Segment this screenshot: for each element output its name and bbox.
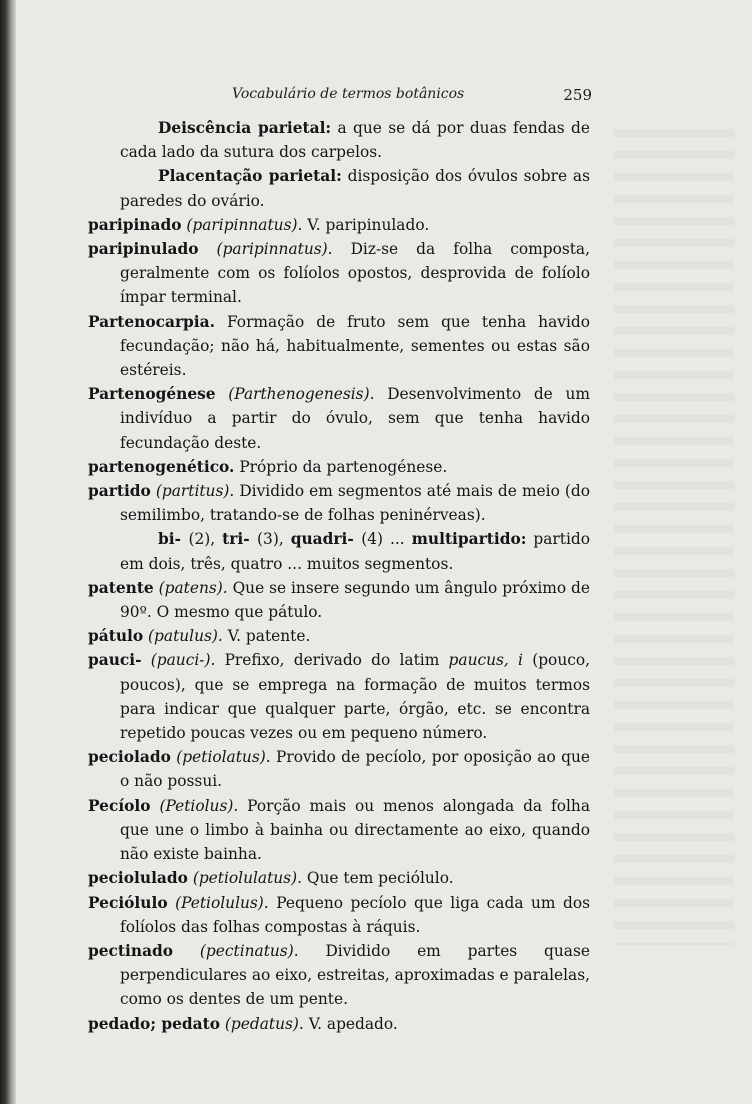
entry-definition: disposição dos óvulos sobre as paredes do ovário.	[120, 167, 590, 210]
entry-latin: (paripinnatus).	[181, 215, 303, 234]
entry-definition: a que se dá por duas fendas de cada lado da sutura dos carpelos.	[120, 119, 590, 162]
entry-definition: Diz-se da folha composta, geralmente com os folíolos opostos, desprovida de folíolo ímpar terminal.	[120, 240, 590, 307]
glossary-entry	[88, 479, 590, 527]
glossary-entry	[88, 213, 590, 237]
entry-term: tri-	[222, 530, 258, 549]
glossary-entry	[88, 794, 590, 867]
glossary-entry	[88, 939, 590, 1012]
entry-term: patente	[88, 578, 154, 597]
book-spine-shadow	[0, 0, 16, 1104]
entry-term: peciolado	[88, 748, 171, 767]
entry-latin: (patulus).	[143, 627, 223, 646]
entry-term: peciolulado	[88, 869, 188, 888]
glossary-entry	[88, 576, 590, 624]
entry-definition: (pouco, poucos), que se emprega na formação de muitos termos para indicar que qualquer parte, órgão, etc. se encontra repetido poucas vezes ou em pequeno número.	[120, 651, 591, 743]
entry-definition: V. patente.	[222, 627, 311, 646]
entry-term: Peciólulo	[88, 893, 168, 912]
entry-definition: Dividido em segmentos até mais de meio (do semilimbo, tratando-se de folhas peninérveas).	[120, 482, 591, 525]
entry-definition: partido em dois, três, quatro ... muitos segmentos.	[120, 530, 591, 573]
entry-latin: (petiolatus).	[170, 748, 271, 767]
entry-definition: V. paripinulado.	[302, 215, 430, 234]
entry-term: Pecíolo	[88, 796, 151, 815]
entry-definition: Próprio da partenogénese.	[234, 457, 448, 476]
entry-latin: (pedatus).	[220, 1014, 304, 1033]
entry-term: pauci-	[88, 651, 142, 670]
entry-part: (4) ...	[361, 530, 412, 549]
running-title: Vocabulário de termos botânicos	[232, 86, 465, 102]
entry-term: Placentação parietal:	[158, 167, 342, 186]
entry-definition: Porção mais ou menos alongada da folha que une o limbo à bainha ou directamente ao eixo, quando não existe bainha.	[120, 796, 590, 864]
entry-term: pedado; pedato	[88, 1014, 221, 1033]
glossary-entry	[88, 624, 590, 648]
glossary-entry	[88, 866, 590, 890]
entry-term: quadri-	[290, 530, 362, 549]
entry-latin: (paripinnatus).	[198, 240, 333, 259]
entry-definition: Pequeno pecíolo que liga cada um dos folíolos das folhas compostas à ráquis.	[120, 893, 590, 936]
glossary-entry	[88, 648, 590, 745]
entry-definition: V. apedado.	[303, 1014, 398, 1033]
entry-definition: Formação de fruto sem que tenha havido fecundação; não há, habitualmente, sementes ou estas são estéreis.	[120, 312, 590, 380]
entry-latin-word: paucus, i	[448, 651, 523, 670]
entry-term: paripinado	[88, 215, 182, 234]
bleed-through-text	[614, 115, 734, 945]
entry-term: pectinado	[88, 941, 174, 960]
glossary-entry	[88, 745, 590, 793]
glossary-entry	[88, 382, 590, 455]
entry-latin: (Petiolulus).	[167, 893, 269, 912]
glossary-entry	[88, 310, 590, 383]
glossary-entry-subentry	[88, 116, 590, 164]
entry-term: Partenogénese	[88, 385, 216, 404]
entry-term: Deiscência parietal:	[158, 119, 332, 137]
entry-part: (2),	[188, 530, 223, 549]
entry-latin: (petiolulatus).	[187, 869, 302, 888]
entry-definition: Provido de pecíolo, por oposição ao que o não possui.	[120, 748, 590, 791]
entry-term: partido	[88, 482, 151, 501]
entry-definition: Que tem peciólulo.	[301, 869, 454, 888]
entry-definition: Dividido em partes quase perpendiculares ao eixo, estreitas, aproximadas e paralelas, como os dentes de um pente.	[120, 941, 590, 1009]
glossary-entry	[88, 891, 590, 939]
entry-latin: (partitus).	[150, 482, 235, 501]
entry-term: bi-	[158, 530, 189, 549]
glossary-entry	[88, 455, 590, 479]
entry-term: pátulo	[88, 627, 144, 646]
entry-term: Partenocarpia.	[88, 312, 215, 331]
entry-latin: (pectinatus).	[173, 941, 299, 960]
entry-definition: Desenvolvimento de um indivíduo a partir do óvulo, sem que tenha havido fecundação deste.	[120, 385, 590, 452]
entry-part: (3),	[257, 530, 291, 549]
entry-term: partenogenético.	[88, 457, 235, 476]
entry-latin: (pauci-).	[141, 651, 216, 670]
entry-term: paripinulado	[88, 240, 199, 259]
page-number: 259	[563, 86, 592, 104]
entry-term: multipartido:	[411, 530, 527, 549]
entry-definition: Prefixo, derivado do latim	[215, 651, 449, 670]
entry-latin: (Petiolus).	[150, 796, 239, 815]
glossary-entry	[88, 1012, 590, 1036]
entry-latin: (Parthenogenesis).	[215, 385, 375, 404]
entry-latin: (patens).	[153, 578, 228, 597]
glossary-entry-subentry	[88, 527, 590, 575]
page-header	[232, 86, 592, 108]
glossary-entry-subentry	[88, 164, 590, 212]
glossary-body	[88, 116, 590, 1036]
entry-definition: Que se insere segundo um ângulo próximo de 90º. O mesmo que pátulo.	[120, 578, 591, 622]
glossary-entry	[88, 237, 590, 310]
